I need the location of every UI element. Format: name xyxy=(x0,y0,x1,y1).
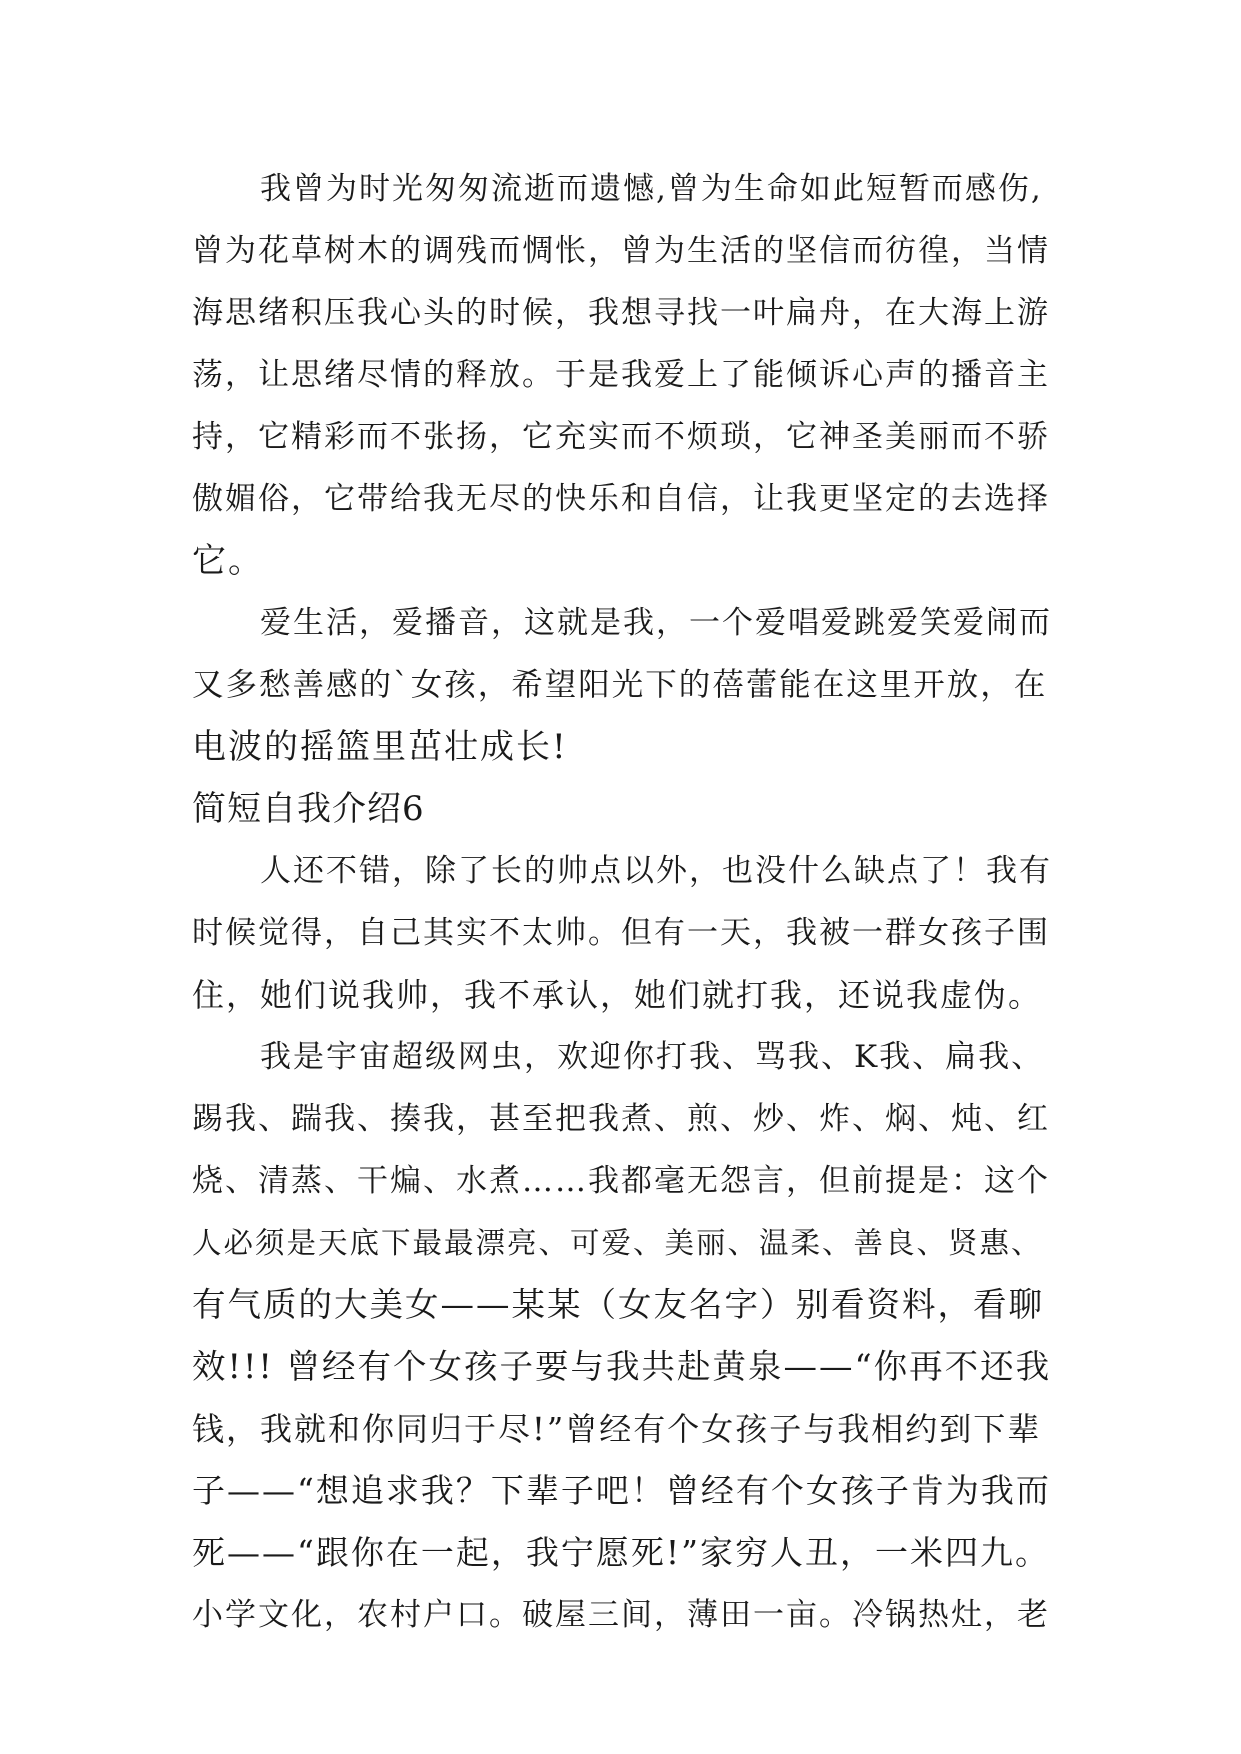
text-line: 住，她们说我帅，我不承认，她们就打我，还说我虚伪。 xyxy=(192,976,1043,1014)
text-line: 效!!! 曾经有个女孩子要与我共赴黄泉——“你再不还我 xyxy=(192,1347,1052,1386)
text-line: 它。 xyxy=(192,541,264,581)
text-line: 小学文化，农村户口。破屋三间，薄田一亩。冷锅热灶，老 xyxy=(192,1597,1050,1633)
text-line: 踢我、踹我、揍我，甚至把我煮、煎、炒、炸、焖、炖、红 xyxy=(192,1101,1050,1137)
text-line: 人还不错，除了长的帅点以外，也没什么缺点了！我有 xyxy=(260,853,1052,889)
text-line: 电波的摇篮里茁壮成长! xyxy=(192,727,568,767)
text-line: 曾为花草树木的调残而惆怅，曾为生活的坚信而彷徨，当情 xyxy=(192,233,1050,269)
text-line: 爱生活，爱播音，这就是我，一个爱唱爱跳爱笑爱闹而 xyxy=(260,605,1052,641)
text-line: 时候觉得，自己其实不太帅。但有一天，我被一群女孩子围 xyxy=(192,915,1050,951)
text-line: 海思绪积压我心头的时候，我想寻找一叶扁舟，在大海上游 xyxy=(192,295,1050,331)
text-line: 持，它精彩而不张扬，它充实而不烦琐，它神圣美丽而不骄 xyxy=(192,419,1050,455)
text-line: 子——“想追求我？下辈子吧！曾经有个女孩子肯为我而 xyxy=(192,1471,1051,1510)
text-line: 人必须是天底下最最漂亮、可爱、美丽、温柔、善良、贤惠、 xyxy=(192,1226,1043,1260)
text-line: 又多愁善感的`女孩，希望阳光下的蓓蕾能在这里开放，在 xyxy=(192,667,1048,703)
section-heading: 简短自我介绍6 xyxy=(192,789,425,829)
text-line: 有气质的大美女——某某（女友名字）别看资料，看聊 xyxy=(192,1285,1044,1324)
document-body xyxy=(192,158,1052,1646)
text-line: 钱，我就和你同归于尽!”曾经有个女孩子与我相约到下辈 xyxy=(192,1410,1042,1448)
text-line: 我曾为时光匆匆流逝而遗憾,曾为生命如此短暂而感伤, xyxy=(260,171,1043,207)
text-line: 烧、清蒸、干煸、水煮……我都毫无怨言，但前提是：这个 xyxy=(192,1163,1050,1199)
text-line: 荡，让思绪尽情的释放。于是我爱上了能倾诉心声的播音主 xyxy=(192,357,1050,393)
text-line: 死——“跟你在一起，我宁愿死!”家穷人丑，一米四九。 xyxy=(192,1533,1051,1572)
text-line: 傲媚俗，它带给我无尽的快乐和自信，让我更坚定的去选择 xyxy=(192,481,1050,517)
text-line: 我是宇宙超级网虫，欢迎你打我、骂我、K我、扁我、 xyxy=(260,1039,1045,1075)
